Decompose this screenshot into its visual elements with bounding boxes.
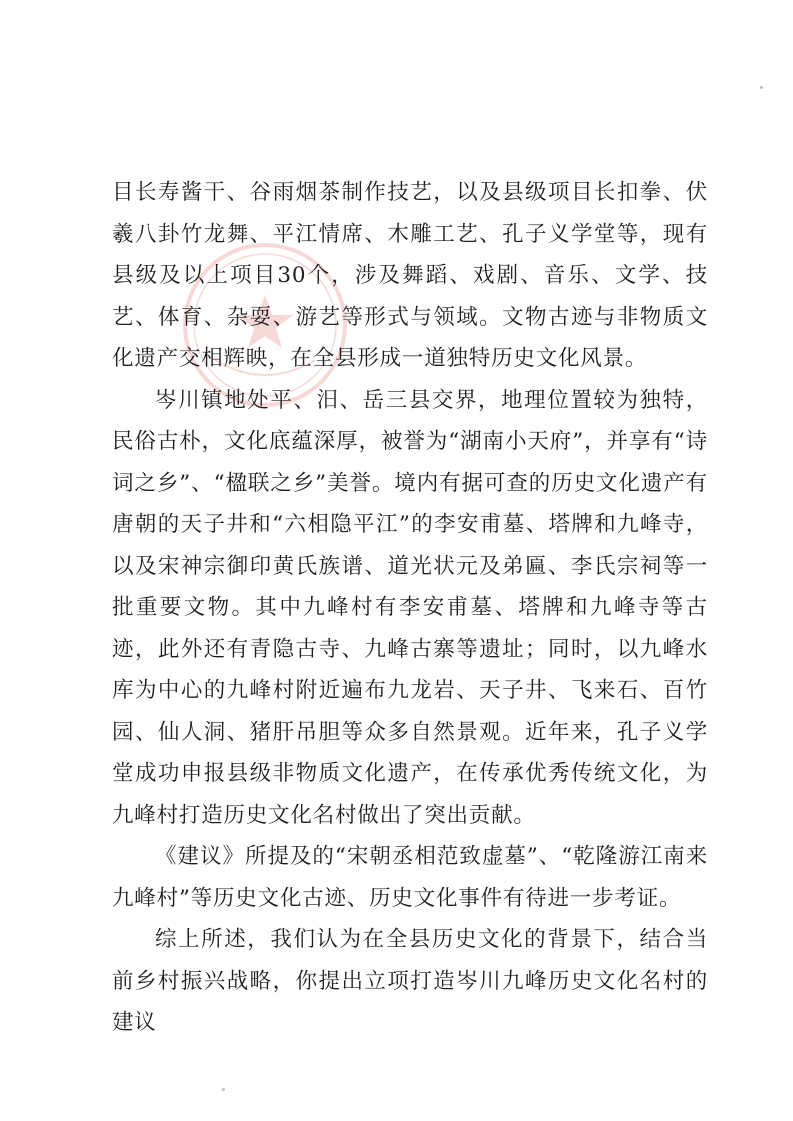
scan-dot xyxy=(760,86,763,89)
paragraph-cenchuan-town: 岑川镇地处平、汨、岳三县交界，地理位置较为独特，民俗古朴，文化底蕴深厚，被誉为“湖南小天府”，并享有“诗词之乡”、“楹联之乡”美誉。境内有据可查的历史文化遗产有唐朝的天子井和“六相隐平江”的李安甫墓、塔牌和九峰寺，以及宋神宗御印黄氏族谱、道光状元及弟匾、李氏宗祠等一批重要文物。其中九峰村有李安甫墓、塔牌和九峰寺等古迹，此外还有青隐古寺、九峰古寨等遗址；同时，以九峰水库为中心的九峰村附近遍布九龙岩、天子井、飞来石、百竹园、仙人洞、猪肝吊胆等众多自然景观。近年来，孔子义学堂成功申报县级非物质文化遗产，在传承优秀传统文化，为九峰村打造历史文化名村做出了突出贡献。 xyxy=(112,387,708,828)
paragraph-proposal-note: 《建议》所提及的“宋朝丞相范致虚墓”、“乾隆游江南来九峰村”等历史文化古迹、历史文化事件有待进一步考证。 xyxy=(112,844,708,911)
scan-dot xyxy=(222,1088,225,1091)
document-body xyxy=(112,172,708,1044)
paragraph-conclusion: 综上所述，我们认为在全县历史文化的背景下，结合当前乡村振兴战略，你提出立项打造岑川九峰历史文化名村的建议 xyxy=(112,927,708,1035)
paragraph-continued: 目长寿酱干、谷雨烟茶制作技艺，以及县级项目长扣拳、伏羲八卦竹龙舞、平江情席、木雕工艺、孔子义学堂等，现有县级及以上项目30个，涉及舞蹈、戏剧、音乐、文学、技艺、体育、杂耍、游艺等形式与领域。文物古迹与非物质文化遗产交相辉映，在全县形成一道独特历史文化风景。 xyxy=(112,180,708,371)
